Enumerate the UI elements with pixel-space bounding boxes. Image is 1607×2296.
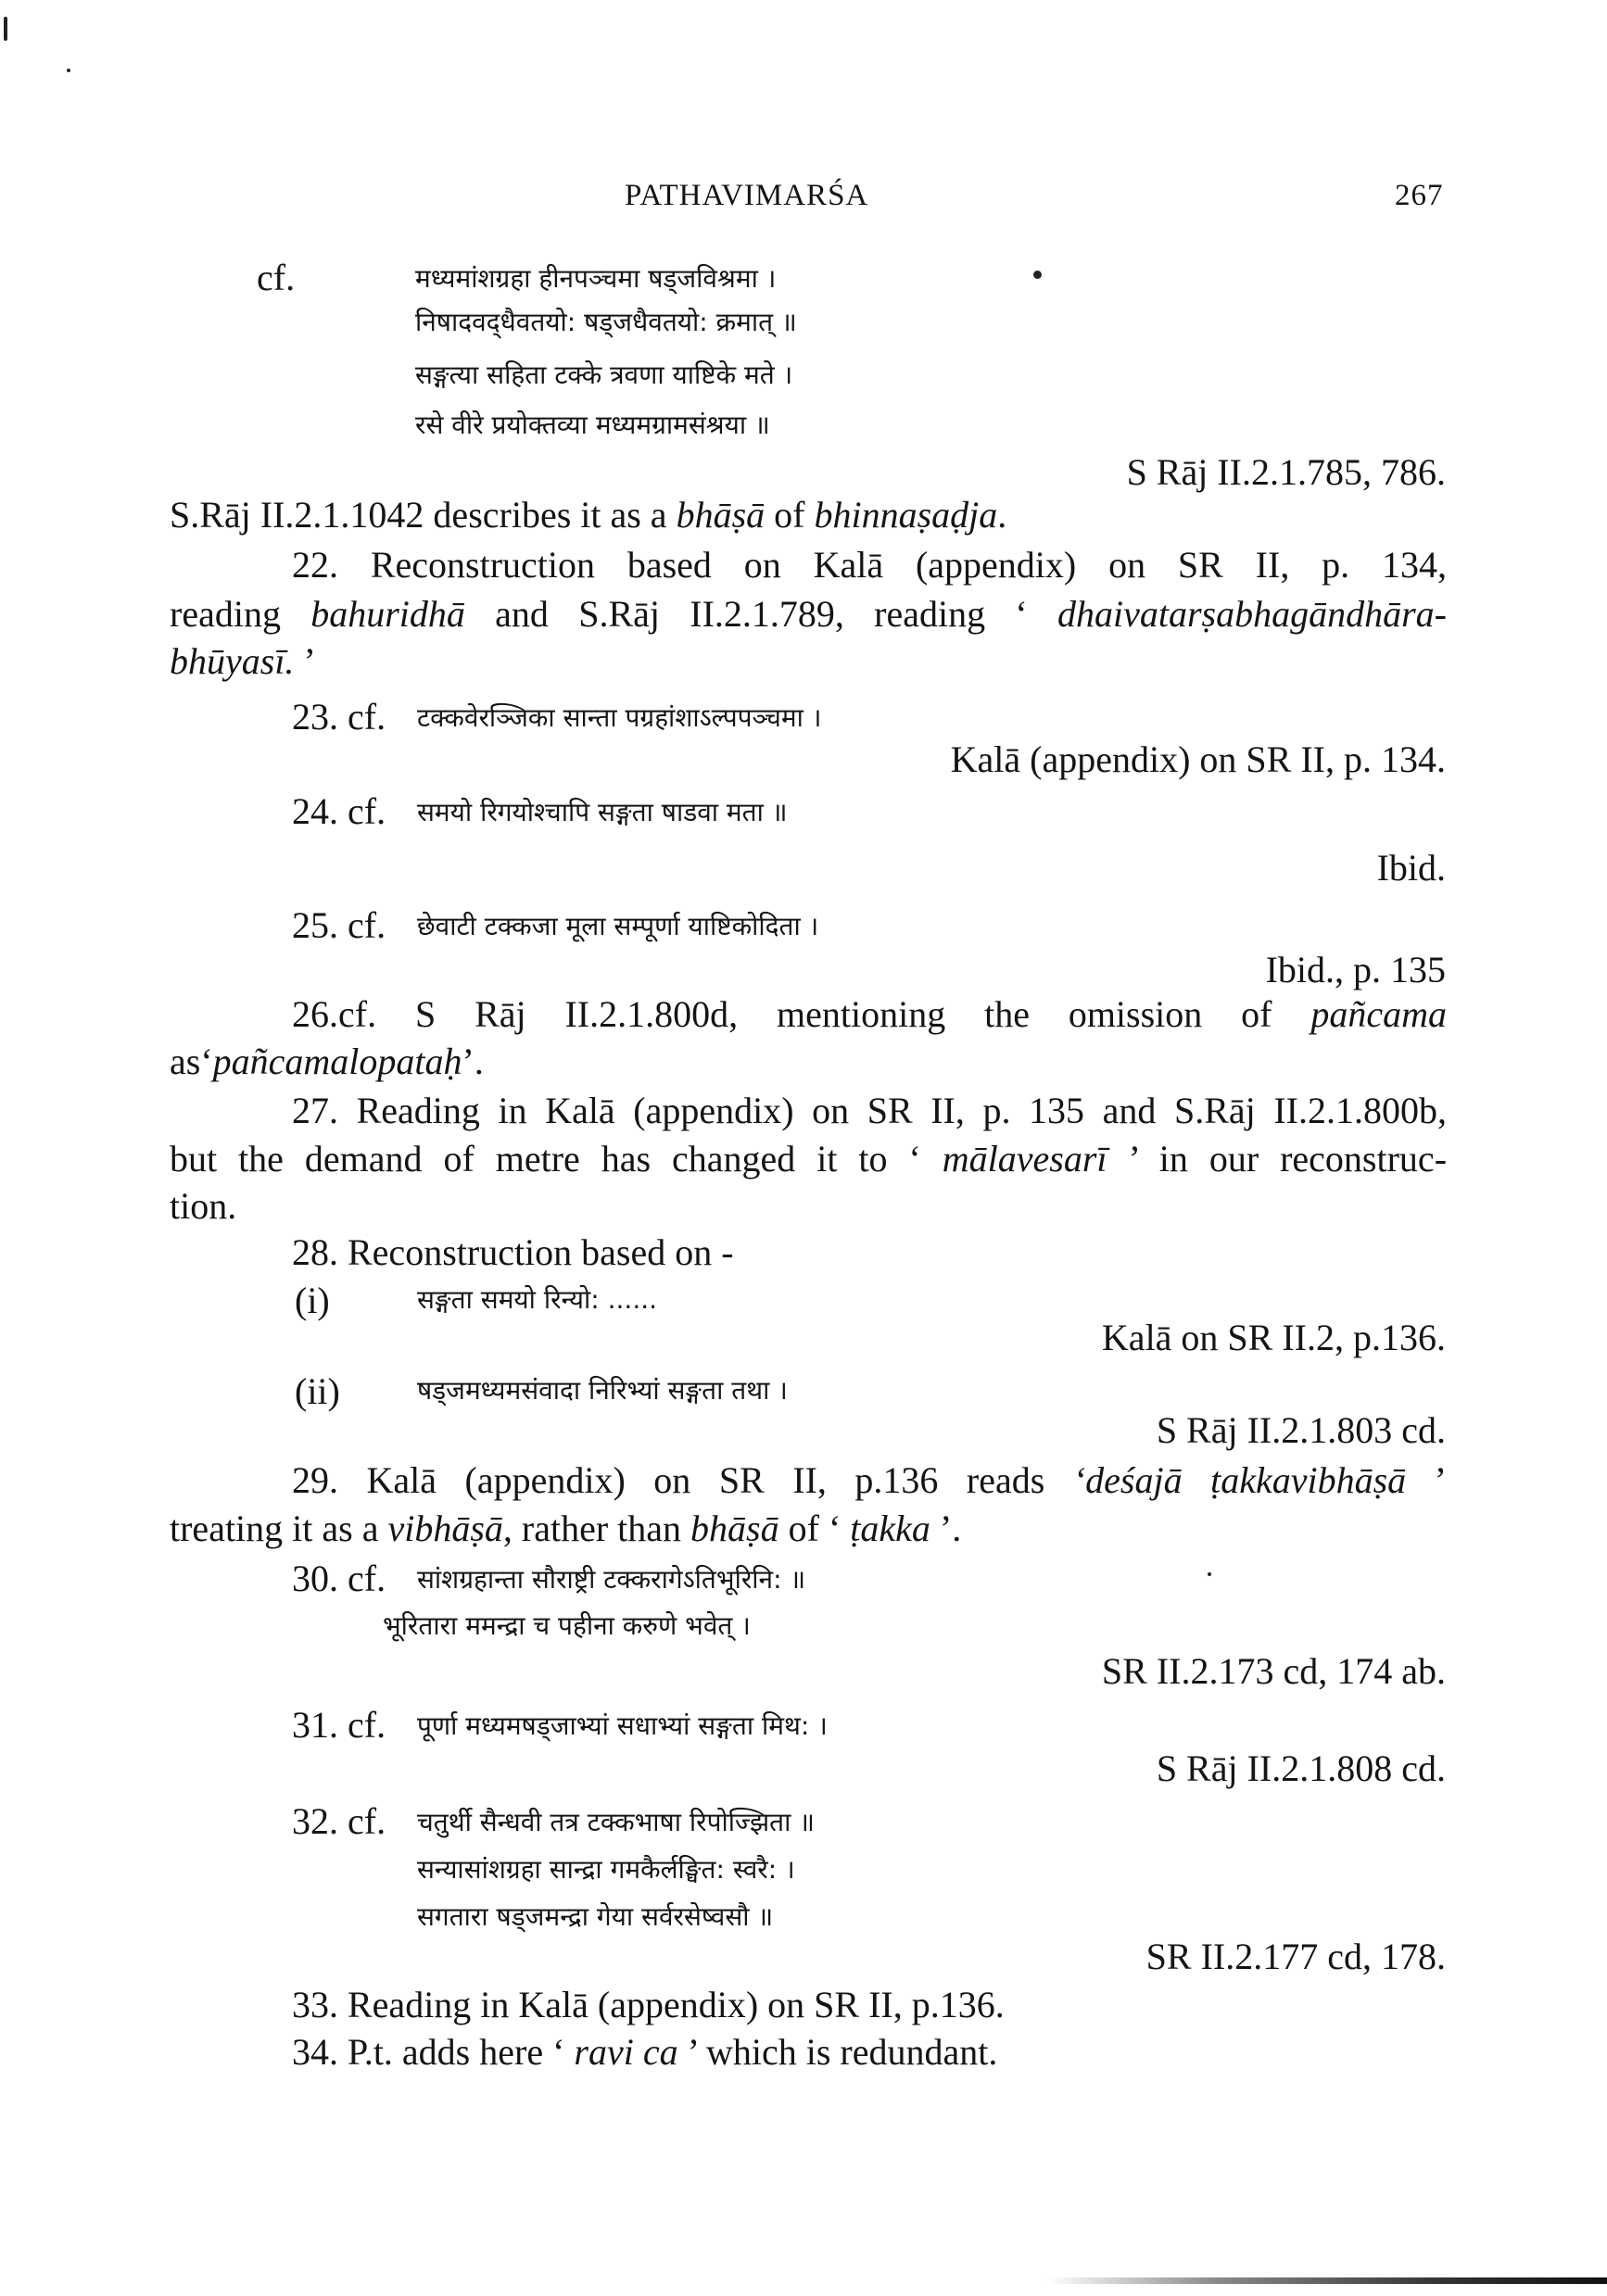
note-text: bhūyasī. ’ xyxy=(170,640,316,682)
reference: Ibid. xyxy=(1376,847,1446,889)
sanskrit-verse: भूरितारा ममन्द्रा च पहीना करुणे भवेत्‌ । xyxy=(383,1610,751,1641)
note-24-label: 24. cf. xyxy=(292,790,386,832)
note-33: 33. Reading in Kalā (appendix) on SR II, p.136. xyxy=(292,1984,1005,2025)
reference: S Rāj II.2.1.808 cd. xyxy=(1156,1747,1446,1789)
sanskrit-verse: चतुर्थी सैन्धवी तत्र टक्कभाषा रिपोज्झिता ॥ xyxy=(417,1807,816,1837)
reference: Kalā on SR II.2, p.136. xyxy=(1101,1317,1446,1358)
note-31-label: 31. cf. xyxy=(292,1704,386,1746)
note-text: treating it as a vibhāṣā, rather than bhāṣā of ‘ ṭakka ’. xyxy=(170,1508,962,1549)
scan-edge-artifact xyxy=(1047,2277,1607,2284)
note-text: S.Rāj II.2.1.1042 describes it as a bhāṣā of bhinnaṣaḍja. xyxy=(170,494,1007,536)
sanskrit-verse: सङ्गत्या सहिता टक्के त्रवणा याष्टिके मते । xyxy=(415,360,793,390)
sanskrit-verse: पूर्णा मध्यमषड्जाभ्यां सधाभ्यां सङ्गता मिथ: । xyxy=(417,1710,828,1741)
scan-speck xyxy=(1208,1572,1211,1576)
sanskrit-verse: सन्यासांशग्रहा सान्द्रा गमकैर्लङ्घित: स्वरै: । xyxy=(417,1854,795,1885)
cf-label: cf. xyxy=(257,257,296,298)
sanskrit-verse: षड्जमध्यमसंवादा निरिभ्यां सङ्गता तथा । xyxy=(417,1375,788,1406)
note-32-label: 32. cf. xyxy=(292,1800,386,1842)
note-27: 27. Reading in Kalā (appendix) on SR II, p. 135 and S.Rāj II.2.1.800b, xyxy=(292,1090,1447,1131)
sanskrit-verse: रसे वीरे प्रयोक्तव्या मध्यमग्रामसंश्रया ॥ xyxy=(415,410,770,440)
scan-mark xyxy=(4,17,7,41)
sanskrit-verse: मध्यमांशग्रहा हीनपञ्चमा षड्जविश्रमा । xyxy=(415,263,777,294)
reference: S Rāj II.2.1.803 cd. xyxy=(1156,1409,1446,1451)
scan-speck xyxy=(67,69,70,72)
item-label: (i) xyxy=(295,1280,330,1321)
note-29: 29. Kalā (appendix) on SR II, p.136 reads ‘deśajā ṭakkavibhāṣā ’ xyxy=(292,1459,1448,1501)
scan-speck xyxy=(1033,271,1042,279)
sanskrit-verse: समयो रिगयोश्चापि सङ्गता षाडवा मता ॥ xyxy=(417,797,788,827)
note-text: as‘pañcamalopataḥ’. xyxy=(170,1041,484,1082)
note-text: tion. xyxy=(170,1185,237,1227)
reference: Kalā (appendix) on SR II, p. 134. xyxy=(950,738,1446,780)
running-head: PATHAVIMARŚA xyxy=(625,179,869,212)
reference: SR II.2.177 cd, 178. xyxy=(1145,1936,1446,1977)
note-30-label: 30. cf. xyxy=(292,1558,386,1599)
reference: Ibid., p. 135 xyxy=(1265,949,1446,990)
sanskrit-verse: सांशग्रहान्ता सौराष्ट्री टक्करागेऽतिभूरिनि: ॥ xyxy=(417,1564,806,1595)
reference: S Rāj II.2.1.785, 786. xyxy=(1126,451,1446,493)
sanskrit-verse: सगतारा षड्जमन्द्रा गेया सर्वरसेष्वसौ ॥ xyxy=(417,1901,774,1932)
sanskrit-verse: टक्कवेरञ्जिका सान्ता पग्रहांशाऽल्पपञ्चमा । xyxy=(417,702,822,733)
note-28: 28. Reconstruction based on - xyxy=(292,1231,734,1273)
note-26: 26.cf. S Rāj II.2.1.800d, mentioning the omission of pañcama xyxy=(292,993,1447,1035)
sanskrit-verse: निषादवद्‌धैवतयो: षड्जधैवतयो: क्रमात्‌ ॥ xyxy=(415,307,797,337)
page-number: 267 xyxy=(1395,179,1444,212)
note-23-label: 23. cf. xyxy=(292,696,386,738)
sanskrit-verse: सङ्गता समयो रिन्यो: ...... xyxy=(417,1284,658,1315)
sanskrit-verse: छेवाटी टक्कजा मूला सम्पूर्णा याष्टिकोदिता । xyxy=(417,911,819,941)
note-34: 34. P.t. adds here ‘ ravi ca ’ which is redundant. xyxy=(292,2031,998,2073)
note-text: reading bahuridhā and S.Rāj II.2.1.789, reading ‘ dhaivatarṣabhagāndhāra- xyxy=(170,593,1447,635)
note-text: but the demand of metre has changed it to ‘ mālavesarī ’ in our reconstruc- xyxy=(170,1138,1448,1180)
item-label: (ii) xyxy=(295,1370,340,1412)
reference: SR II.2.173 cd, 174 ab. xyxy=(1101,1650,1446,1692)
note-25-label: 25. cf. xyxy=(292,904,386,946)
note-22: 22. Reconstruction based on Kalā (appendix) on SR II, p. 134, xyxy=(292,544,1447,586)
